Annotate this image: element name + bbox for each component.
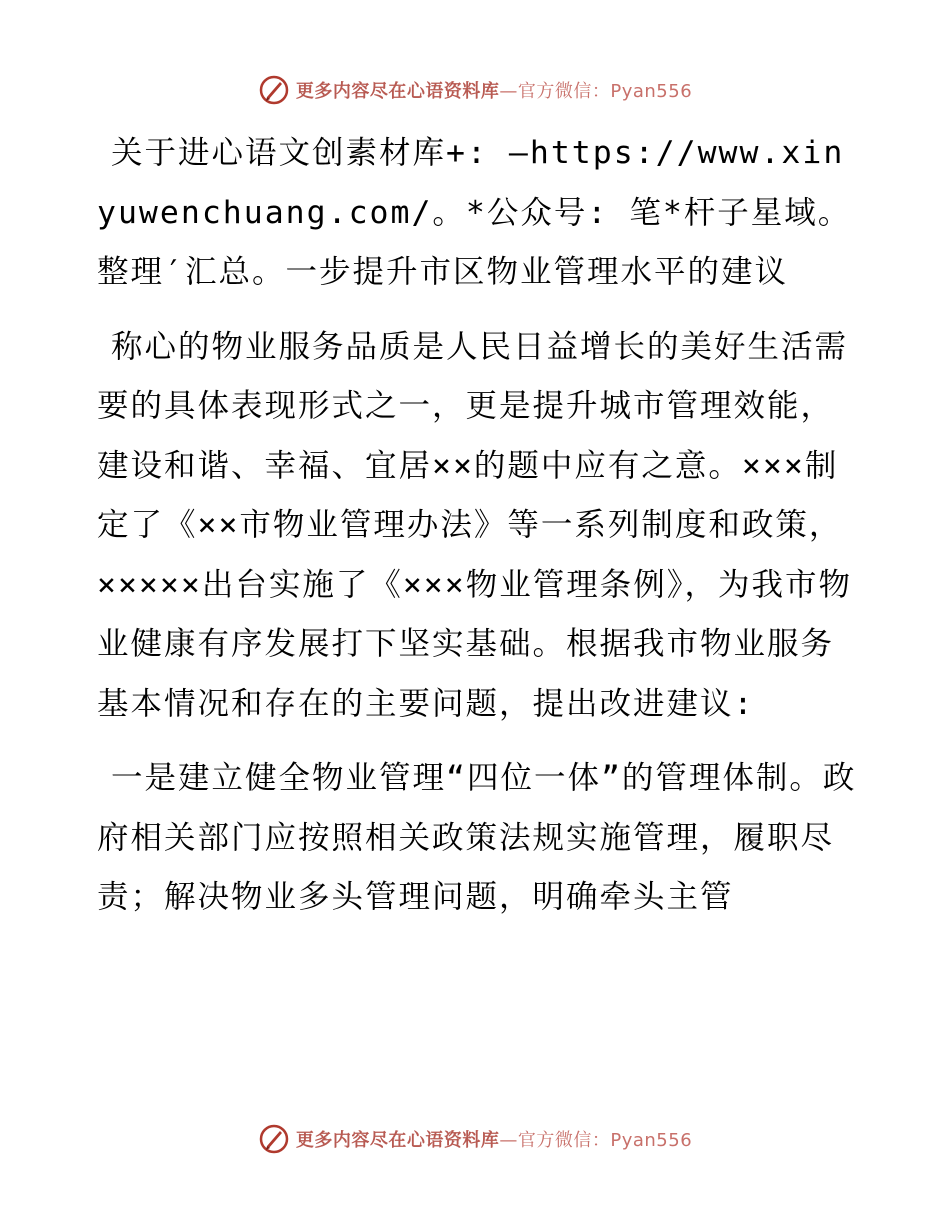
quill-logo-icon [258, 1123, 290, 1155]
header-banner-text: 更多内容尽在心语资料库—官方微信：Pyan556 [295, 81, 693, 102]
document-body [97, 124, 857, 928]
footer-banner-text: 更多内容尽在心语资料库—官方微信：Pyan556 [295, 1130, 693, 1151]
paragraph-point-one: 一是建立健全物业管理“四位一体”的管理体制。政府相关部门应按照相关政策法规实施管理，履职尽责；解决物业多头管理问题，明确牵头主管 [97, 760, 857, 915]
paragraph-title: 关于进心语文创素材库+: —https://www.xinyuwenchuang.com/。*公众号: 笔*杆子星域。整理′汇总。一步提升市区物业管理水平的建议 [97, 135, 852, 290]
header-banner [0, 70, 950, 110]
quill-logo-icon [258, 74, 290, 106]
footer-banner [0, 1119, 950, 1159]
paragraph-intro: 称心的物业服务品质是人民日益增长的美好生活需要的具体表现形式之一，更是提升城市管理效能，建设和谐、幸福、宜居××的题中应有之意。×××制定了《××市物业管理办法》等一系列制度和政策，×××××出台实施了《×××物业管理条例》，为我市物业健康有序发展打下坚实基础。根据我市物业服务基本情况和存在的主要问题，提出改进建议: [97, 328, 852, 722]
